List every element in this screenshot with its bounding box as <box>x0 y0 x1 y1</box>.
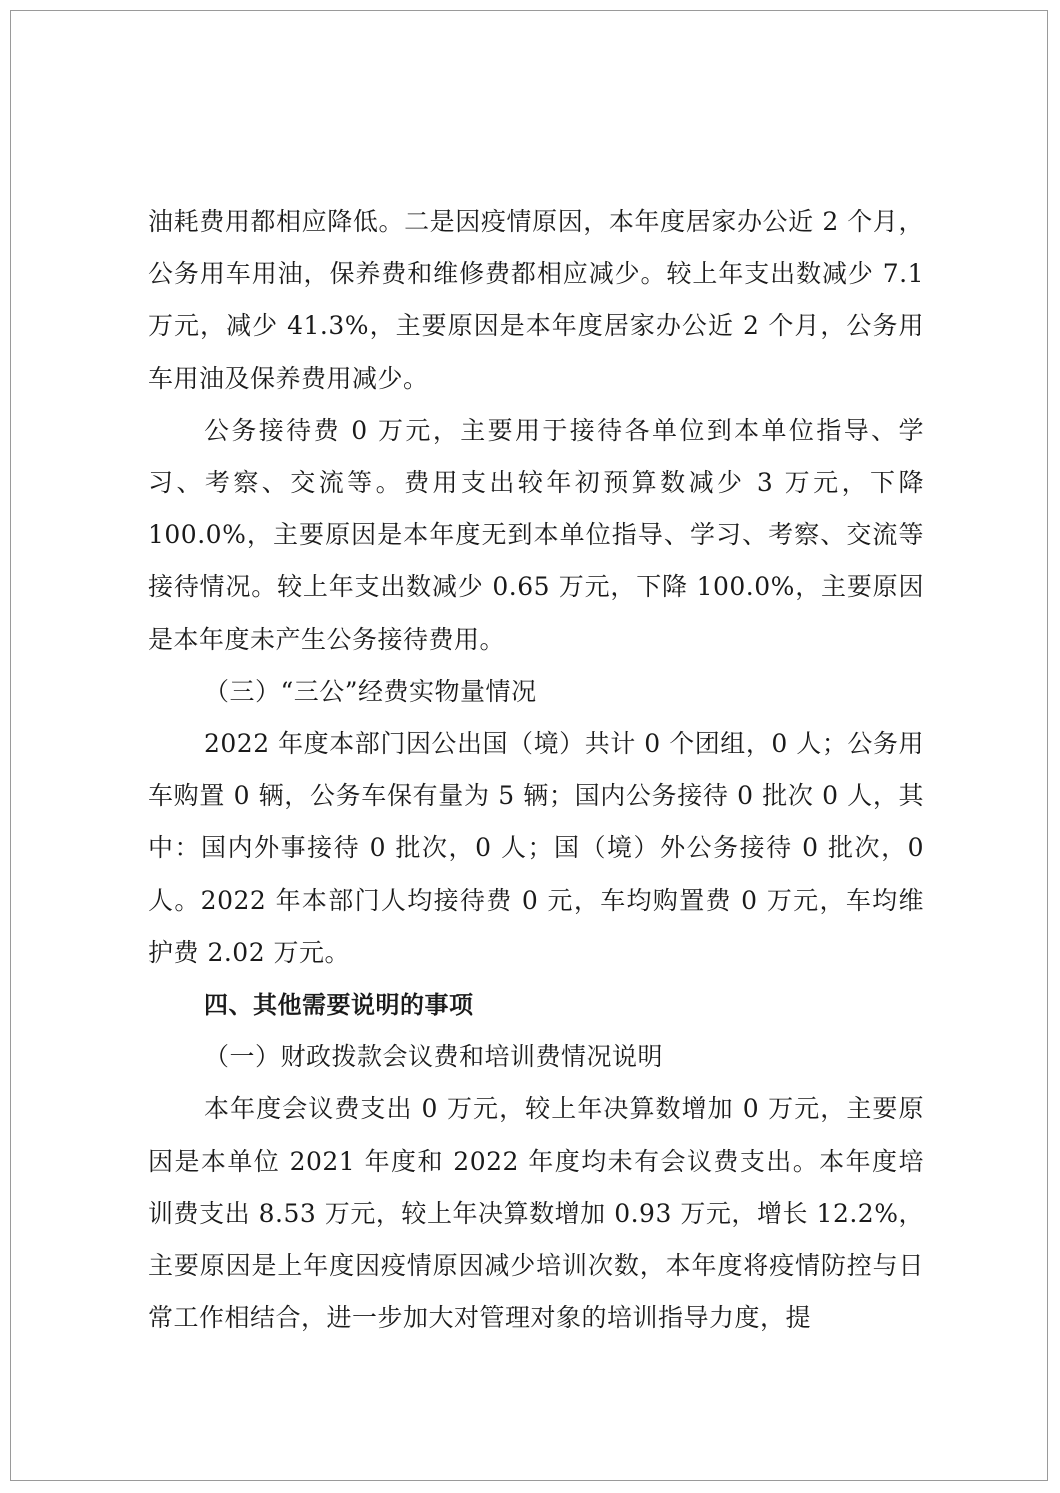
paragraph-vehicle-cost-continued: 油耗费用都相应降低。二是因疫情原因，本年度居家办公近 2 个月，公务用车用油，保养费和维修费都相应减少。较上年支出数减少 7.1 万元，减少 41.3%，主要原因是本年度居家办公近 2 个月，公务用车用油及保养费用减少。 <box>148 207 924 393</box>
paragraph-meeting-training-fees: 本年度会议费支出 0 万元，较上年决算数增加 0 万元，主要原因是本单位 2021 年度和 2022 年度均未有会议费支出。本年度培训费支出 8.53 万元，较上年决算数增加 0.93 万元，增长 12.2%，主要原因是上年度因疫情原因减少培训次数，本年度将疫情防控与日常工作相结合，进一步加大对管理对象的培训指导力度，提 <box>148 1094 924 1333</box>
subheading-three-public-quantities: （三）“三公”经费实物量情况 <box>204 676 537 706</box>
subheading-meeting-training-fees: （一）财政拨款会议费和培训费情况说明 <box>204 1042 664 1072</box>
paragraph-physical-quantities: 2022 年度本部门因公出国（境）共计 0 个团组，0 人；公务用车购置 0 辆，公务车保有量为 5 辆；国内公务接待 0 批次 0 人，其中：国内外事接待 0 批次，0 人；国（境）外公务接待 0 批次，0 人。2022 年本部门人均接待费 0 元，车均购置费 0 万元，车均维护费 2.02 万元。 <box>148 729 924 967</box>
paragraph-reception-cost: 公务接待费 0 万元，主要用于接待各单位到本单位指导、学习、考察、交流等。费用支出较年初预算数减少 3 万元，下降 100.0%，主要原因是本年度无到本单位指导、学习、考察、交流等接待情况。较上年支出数减少 0.65 万元，下降 100.0%，主要原因是本年度未产生公务接待费用。 <box>148 415 924 654</box>
document-body <box>148 196 924 1344</box>
section-heading-other-matters: 四、其他需要说明的事项 <box>204 991 474 1020</box>
